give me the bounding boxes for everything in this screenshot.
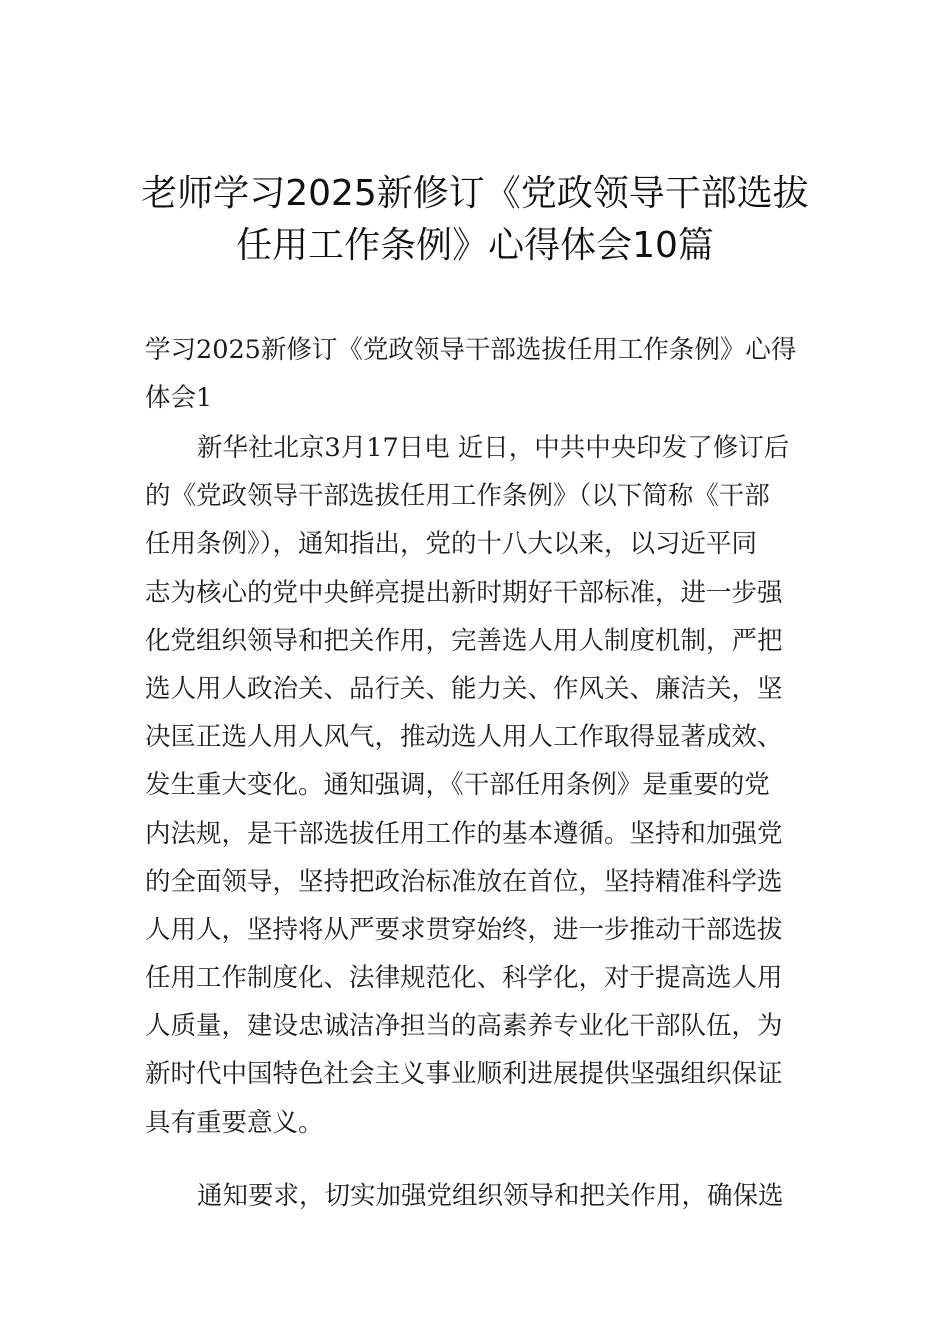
paragraph-line: 化党组织领导和把关作用，完善选人用人制度机制，严把 [145,625,783,656]
paragraph-line: 新时代中国特色社会主义事业顺利进展提供坚强组织保证 [145,1059,783,1090]
paragraph-line: 内法规，是干部选拔任用工作的基本遵循。坚持和加强党 [145,818,783,849]
document-title [100,168,850,272]
paragraph-line: 的全面领导，坚持把政治标准放在首位，坚持精准科学选 [145,866,783,897]
paragraph-line: 任用条例》），通知指出，党的十八大以来，以习近平同 [145,529,758,560]
paragraph-line: 的《党政领导干部选拔任用工作条例》（以下简称《干部 [145,481,770,512]
paragraph-line: 人质量，建设忠诚洁净担当的高素养专业化干部队伍，为 [145,1011,783,1042]
paragraph-line: 志为核心的党中央鲜亮提出新时期好干部标准，进一步强 [145,577,783,608]
title-line-2: 任用工作条例》心得体会10篇 [236,225,714,266]
section-heading-line-2: 体会1 [145,383,213,414]
paragraph-line: 人用人，坚持将从严要求贯穿始终，进一步推动干部选拔 [145,914,783,945]
title-line-1: 老师学习2025新修订《党政领导干部选拔 [141,173,809,214]
paragraph-line: 通知要求，切实加强党组织领导和把关作用，确保选 [197,1181,784,1211]
section-heading [145,326,810,422]
paragraph-line: 发生重大变化。通知强调，《干部任用条例》是重要的党 [145,770,770,801]
paragraph-line: 新华社北京3月17日电 近日，中共中央印发了修订后 [197,433,790,463]
paragraph-line: 具有重要意义。 [145,1107,324,1138]
paragraph-line: 任用工作制度化、法律规范化、科学化，对于提高选人用 [145,963,783,994]
section-heading-line-1: 学习2025新修订《党政领导干部选拔任用工作条例》心得 [145,335,797,365]
paragraph-1 [145,424,810,1147]
paragraph-line: 决匡正选人用人风气，推动选人用人工作取得显著成效、 [145,722,783,753]
paragraph-2 [145,1172,810,1220]
paragraph-line: 选人用人政治关、品行关、能力关、作风关、廉洁关，坚 [145,673,783,704]
